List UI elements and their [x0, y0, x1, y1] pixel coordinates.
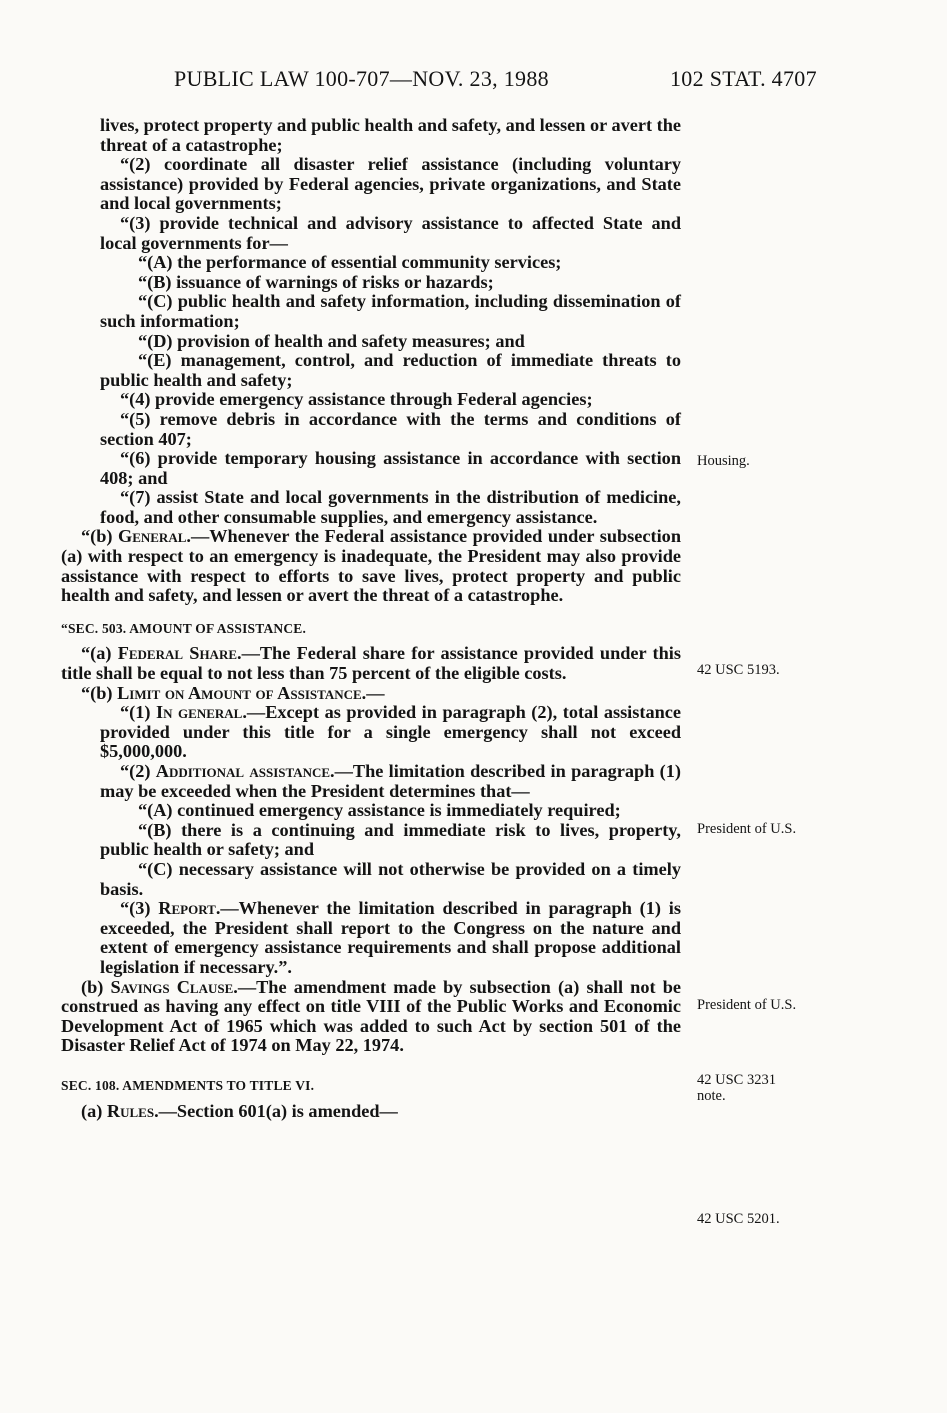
- para-heading: General: [117, 526, 187, 547]
- paragraph: “(4) provide emergency assistance through Federal agencies;: [120, 389, 593, 410]
- paragraph: “(3) provide technical and advisory assistance to affected State and local governments for—: [100, 212, 681, 253]
- document-body: [61, 116, 681, 1121]
- paragraph: [61, 762, 681, 801]
- para-heading: Limit on Amount of Assistance: [117, 682, 362, 703]
- para-text: .—Whenever the limitation described in paragraph (1) is exceeded, the President shall report to the Congress on the nature and extent of emergency assistance requirements and shall propose additional legislation if necessary.”.: [100, 898, 681, 977]
- paragraph: “(E) management, control, and reduction of immediate threats to public health and safety;: [100, 350, 681, 390]
- margin-note-president: President of U.S.: [697, 821, 797, 837]
- para-heading: Federal Share: [117, 643, 238, 664]
- para-lead: “(1): [120, 702, 157, 723]
- para-text: .—Except as provided in paragraph (2), total assistance provided under this title for a single emergency shall not exceed $5,000,000.: [100, 702, 682, 762]
- para-lead: (b): [81, 976, 111, 997]
- para-lead: (a): [81, 1100, 107, 1121]
- paragraph: [61, 527, 681, 605]
- para-heading: Savings Clause: [110, 976, 234, 997]
- para-lead: “(b): [81, 682, 118, 703]
- para-lead: “(a): [81, 643, 118, 664]
- margin-note-usc-5193: 42 USC 5193.: [697, 662, 780, 678]
- paragraph: [61, 644, 681, 683]
- paragraph: [61, 899, 681, 977]
- para-lead: “(b): [81, 526, 118, 547]
- paragraph: [61, 684, 681, 704]
- para-lead: “(3): [120, 898, 159, 919]
- paragraph: “(A) the performance of essential community services;: [138, 252, 562, 273]
- para-text: .—The amendment made by subsection (a) shall not be construed as having any effect on title VIII of the Public Works and Economic Development Act of 1965 which was added to such Act by section 501 of the Disaster Relief Act of 1974 on May 22, 1974.: [61, 976, 681, 1056]
- para-lead: “(2): [120, 761, 156, 781]
- paragraph: “(C) public health and safety information, including dissemination of such information;: [100, 291, 681, 331]
- paragraph: “(B) issuance of warnings of risks or hazards;: [138, 271, 494, 292]
- para-heading: In general: [156, 702, 243, 723]
- paragraph: “(B) there is a continuing and immediate risk to lives, property, public health or safety; and: [100, 819, 681, 860]
- para-heading: Report: [158, 898, 216, 919]
- margin-note-usc-3231: [697, 1072, 776, 1104]
- margin-note-president: President of U.S.: [697, 997, 797, 1013]
- section-heading: SEC. 108. AMENDMENTS TO TITLE VI.: [61, 1077, 315, 1093]
- paragraph: “(A) continued emergency assistance is immediately required;: [138, 800, 621, 821]
- paragraph: [61, 978, 681, 1056]
- section-heading: “SEC. 503. AMOUNT OF ASSISTANCE.: [61, 620, 307, 636]
- margin-note-line: note.: [697, 1088, 726, 1104]
- para-text: .—The Federal share for assistance provided under this title shall be equal to not less than 75 percent of the eligible costs.: [61, 643, 681, 684]
- paragraph: “(7) assist State and local governments in the distribution of medicine, food, and other consumable supplies, and emergency assistance.: [100, 487, 681, 527]
- margin-note-usc-5201: 42 USC 5201.: [697, 1211, 780, 1227]
- margin-note-line: 42 USC 3231: [697, 1072, 776, 1088]
- para-heading: Additional assistance: [155, 761, 331, 781]
- para-heading: Rules: [106, 1100, 155, 1121]
- para-text: .—The limitation described in paragraph (1) may be exceeded when the President determines that—: [100, 761, 681, 801]
- paragraph: “(C) necessary assistance will not otherwise be provided on a timely basis.: [100, 858, 681, 899]
- paragraph: [61, 703, 681, 762]
- paragraph: “(5) remove debris in accordance with the terms and conditions of section 407;: [100, 408, 681, 449]
- header-title: PUBLIC LAW 100-707—NOV. 23, 1988: [174, 66, 549, 91]
- header-stat-page: 102 STAT. 4707: [670, 66, 817, 91]
- paragraph: “(D) provision of health and safety measures; and: [138, 330, 525, 351]
- paragraph: lives, protect property and public health and safety, and lessen or avert the threat of a catastrophe;: [100, 115, 681, 155]
- para-text: .—: [361, 682, 385, 703]
- para-text: .—Whenever the Federal assistance provided under subsection (a) with respect to an emergency is inadequate, the President may also provide assistance with respect to efforts to save lives, protect property and public health and safety, and lessen or avert the threat of a catastrophe.: [61, 526, 681, 606]
- margin-note-housing: Housing.: [697, 453, 750, 469]
- para-text: .—Section 601(a) is amended—: [154, 1100, 398, 1121]
- paragraph: “(2) coordinate all disaster relief assistance (including voluntary assistance) provided by Federal agencies, private organizations, and State and local governments;: [100, 154, 681, 214]
- paragraph: “(6) provide temporary housing assistance in accordance with section 408; and: [100, 448, 681, 488]
- running-header: [0, 66, 947, 94]
- paragraph: [61, 1102, 681, 1122]
